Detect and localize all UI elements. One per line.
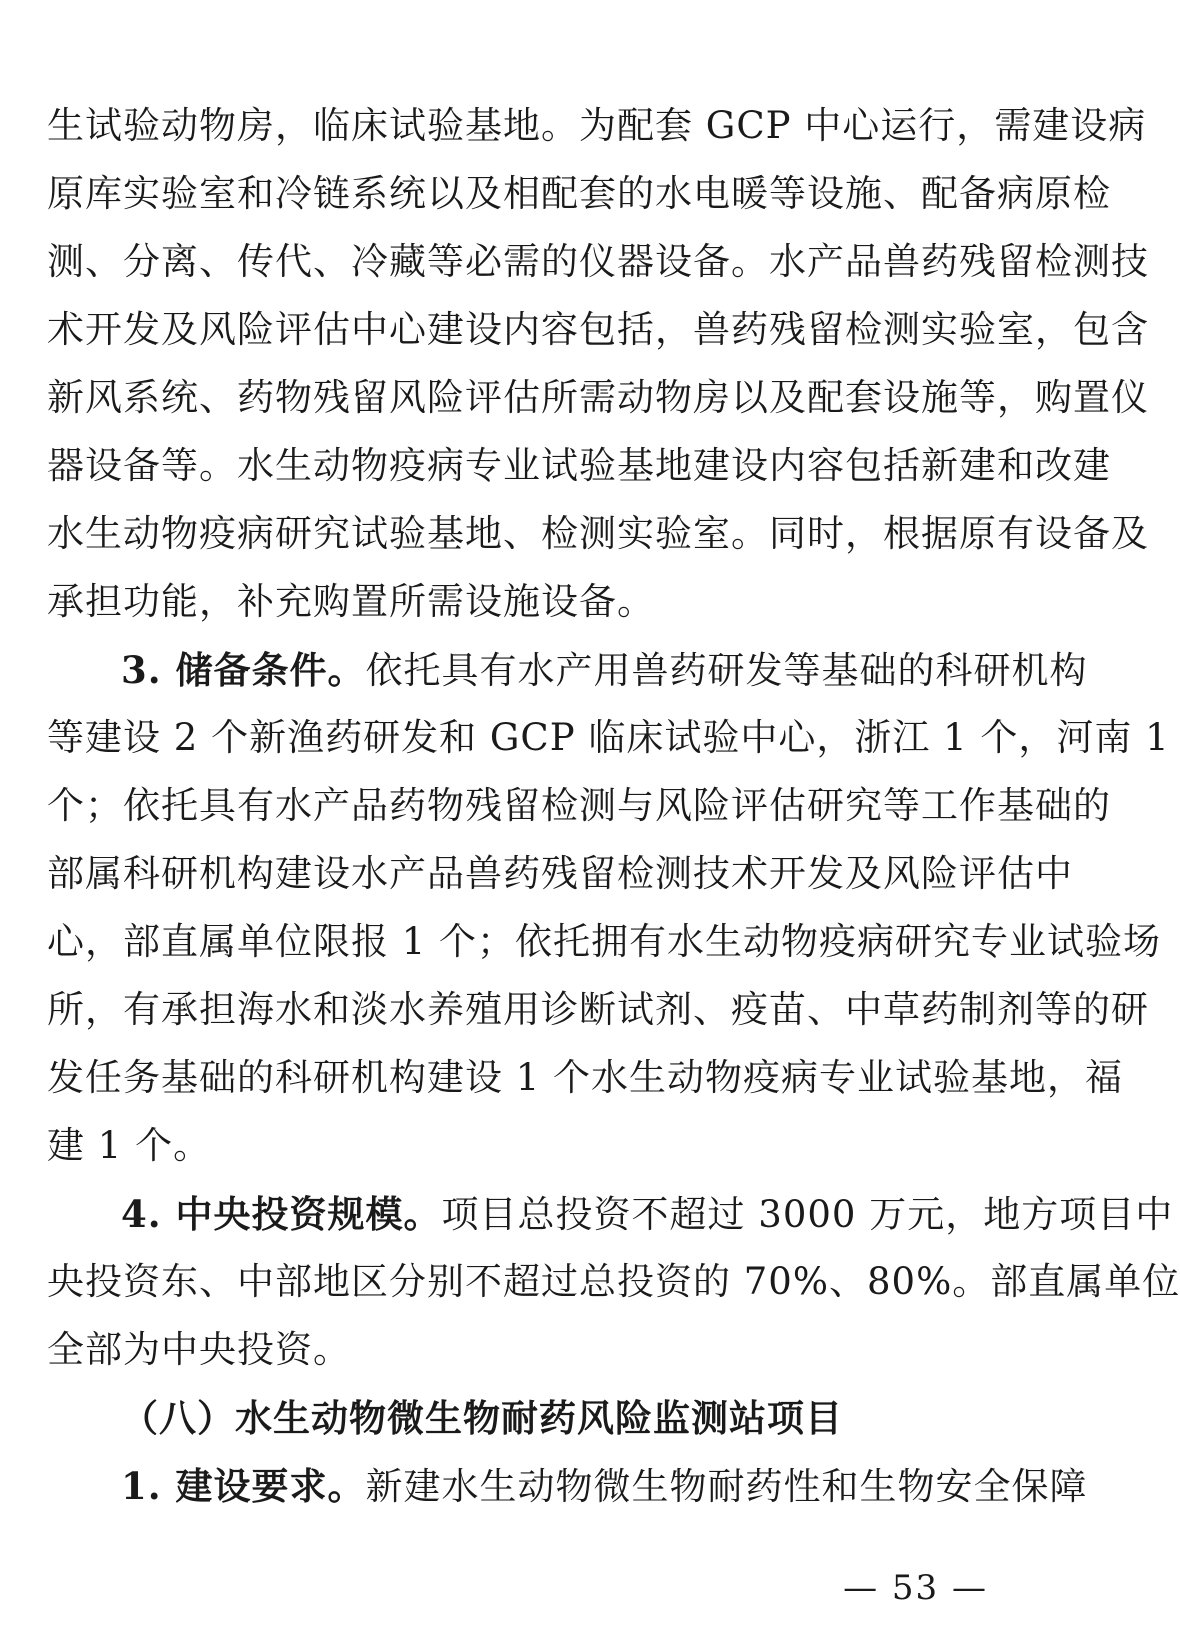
text-line: 水生动物疫病研究试验基地、检测实验室。同时，根据原有设备及 (47, 512, 1149, 555)
section-heading: （八）水生动物微生物耐药风险监测站项目 (121, 1396, 843, 1440)
text-line: 全部为中央投资。 (47, 1328, 351, 1371)
paragraph-text: 项目总投资不超过 3000 万元，地方项目中 (441, 1193, 1174, 1236)
text-line: 等建设 2 个新渔药研发和 GCP 临床试验中心，浙江 1 个，河南 1 (47, 716, 1170, 759)
text-line: 承担功能，补充购置所需设施设备。 (47, 580, 655, 623)
paragraph-investment-scale (47, 1180, 1180, 1384)
text-line: 器设备等。水生动物疫病专业试验基地建设内容包括新建和改建 (47, 444, 1111, 487)
text-line: 测、分离、传代、冷藏等必需的仪器设备。水产品兽药残留检测技 (47, 240, 1149, 283)
text-line: 个；依托具有水产品药物残留检测与风险评估研究等工作基础的 (47, 784, 1111, 827)
page-number: — 53 — (843, 1568, 988, 1608)
text-line (47, 1180, 1174, 1248)
text-line: 术开发及风险评估中心建设内容包括，兽药残留检测实验室，包含 (47, 308, 1149, 351)
text-line: 生试验动物房，临床试验基地。为配套 GCP 中心运行，需建设病 (47, 104, 1147, 147)
document-page (47, 92, 1180, 1520)
paragraph-text: 依托具有水产用兽药研发等基础的科研机构 (365, 649, 1088, 692)
text-line: 建 1 个。 (47, 1124, 212, 1167)
text-line (47, 1452, 1088, 1520)
text-line: 发任务基础的科研机构建设 1 个水生动物疫病专业试验基地，福 (47, 1056, 1124, 1099)
paragraph-continuation (47, 92, 1149, 636)
text-line: 原库实验室和冷链系统以及相配套的水电暖等设施、配备病原检 (47, 172, 1111, 215)
paragraph-reserve-conditions (47, 636, 1170, 1180)
text-line: 心，部直属单位限报 1 个；依托拥有水生动物疫病研究专业试验场 (47, 920, 1162, 963)
text-line: 央投资东、中部地区分别不超过总投资的 70%、80%。部直属单位 (47, 1260, 1180, 1303)
paragraph-text: 新建水生动物微生物耐药性和生物安全保障 (365, 1465, 1088, 1508)
text-line: 部属科研机构建设水产品兽药残留检测技术开发及风险评估中 (47, 852, 1073, 895)
paragraph-lead: 1. 建设要求。 (121, 1464, 366, 1508)
paragraph-lead: 4. 中央投资规模。 (121, 1192, 442, 1236)
paragraph-lead: 3. 储备条件。 (121, 648, 366, 692)
paragraph-construction-requirements (47, 1452, 1088, 1520)
text-line: 所，有承担海水和淡水养殖用诊断试剂、疫苗、中草药制剂等的研 (47, 988, 1149, 1031)
text-line (47, 636, 1088, 704)
text-line: 新风系统、药物残留风险评估所需动物房以及配套设施等，购置仪 (47, 376, 1149, 419)
